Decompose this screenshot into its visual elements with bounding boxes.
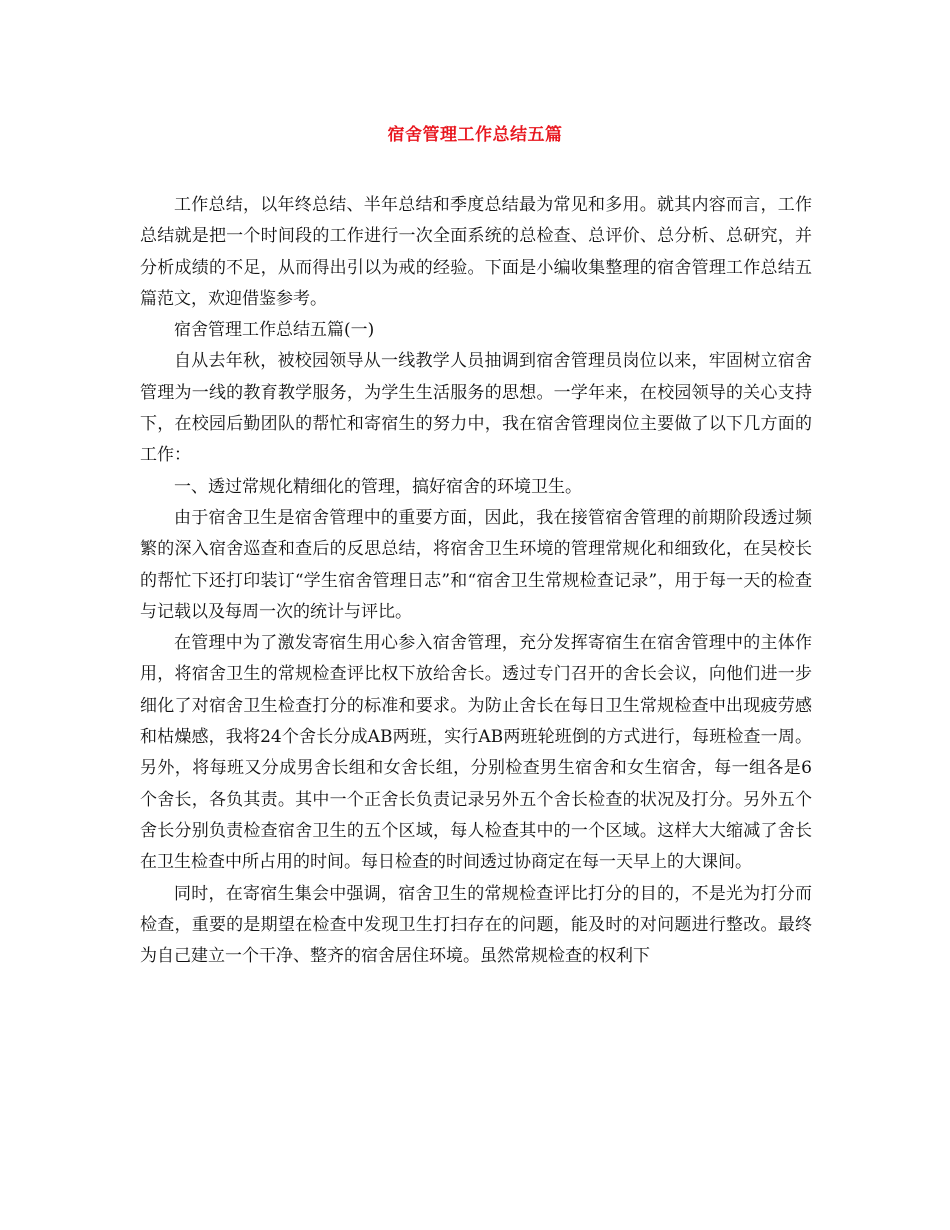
- paragraph: 同时，在寄宿生集会中强调，宿舍卫生的常规检查评比打分的目的，不是光为打分而检查，重要的是期望在检查中发现卫生打扫存在的问题，能及时的对问题进行整改。最终为自己建立一个干净、整齐的宿舍居住环境。虽然常规检查的权利下: [140, 883, 812, 967]
- paragraph: 由于宿舍卫生是宿舍管理中的重要方面，因此，我在接管宿舍管理的前期阶段透过频繁的深入宿舍巡查和查后的反思总结，将宿舍卫生环境的管理常规化和细致化，在吴校长的帮忙下还打印装订“学生宿舍管理日志”和“宿舍卫生常规检查记录”，用于每一天的检查与记载以及每周一次的统计与评比。: [140, 507, 812, 622]
- document-title: 宿舍管理工作总结五篇: [387, 125, 563, 145]
- subsection-heading: 一、透过常规化精细化的管理，搞好宿舍的环境卫生。: [174, 476, 582, 497]
- document-body: [140, 190, 812, 972]
- paragraph: 自从去年秋，被校园领导从一线教学人员抽调到宿舍管理员岗位以来，牢固树立宿舍管理为一线的教育教学服务，为学生生活服务的思想。一学年来，在校园领导的关心支持下，在校园后勤团队的帮忙和寄宿生的努力中，我在宿舍管理岗位主要做了以下几方面的工作：: [140, 351, 812, 466]
- paragraph: 在管理中为了激发寄宿生用心参入宿舍管理，充分发挥寄宿生在宿舍管理中的主体作用，将宿舍卫生的常规检查评比权下放给舍长。透过专门召开的舍长会议，向他们进一步细化了对宿舍卫生检查打分的标准和要求。为防止舍长在每日卫生常规检查中出现疲劳感和枯燥感，我将24个舍长分成AB两班，实行AB两班轮班倒的方式进行，每班检查一周。另外，将每班又分成男舍长组和女舍长组，分别检查男生宿舍和女生宿舍，每一组各是6个舍长，各负其责。其中一个正舍长负责记录另外五个舍长检查的状况及打分。另外五个舍长分别负责检查宿舍卫生的五个区域，每人检查其中的一个区域。这样大大缩减了舍长在卫生检查中所占用的时间。每日检查的时间透过协商定在每一天早上的大课间。: [140, 633, 812, 873]
- paragraph-intro: 工作总结，以年终总结、半年总结和季度总结最为常见和多用。就其内容而言，工作总结就是把一个时间段的工作进行一次全面系统的总检查、总评价、总分析、总研究，并分析成绩的不足，从而得出引以为戒的经验。下面是小编收集整理的宿舍管理工作总结五篇范文，欢迎借鉴参考。: [140, 195, 812, 309]
- section-heading: 宿舍管理工作总结五篇(一): [174, 320, 375, 341]
